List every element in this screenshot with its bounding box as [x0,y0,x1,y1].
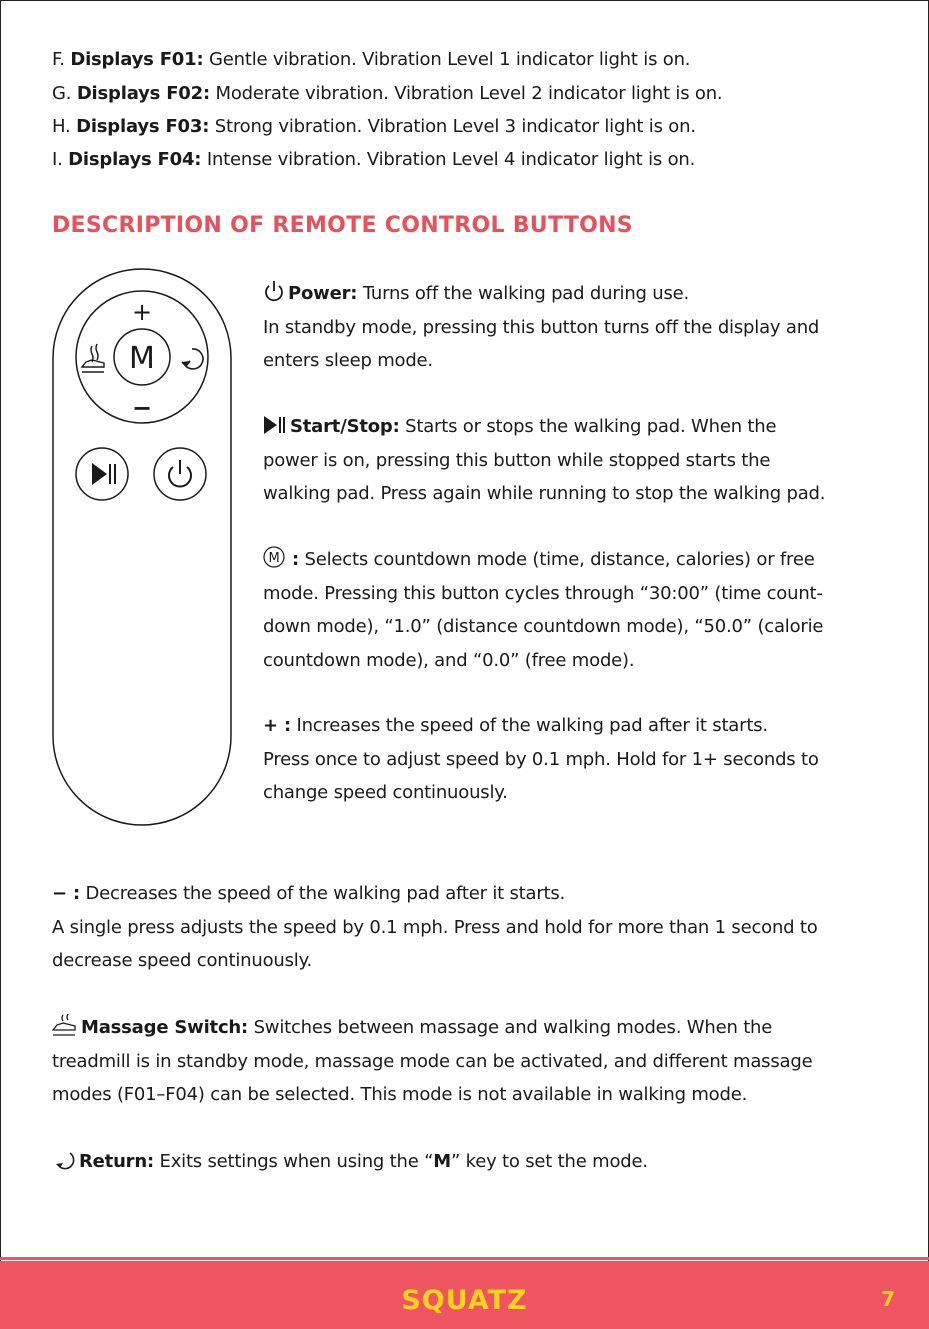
footer-top-stripe [0,1257,929,1260]
plus-description: + : Increases the speed of the walking pad after it starts. Press once to adjust speed by 0.1 mph. Hold for 1+ seconds to change speed continuously. [263,715,819,803]
display-mode-f04: I. Displays F04: Intense vibration. Vibration Level 4 indicator light is on. [52,149,696,170]
power-description: Power: Turns off the walking pad during use. In standby mode, pressing this button turns off the display and enters sleep mode. [263,277,819,378]
return-description: Return: Exits settings when using the “M” key to set the mode. [52,1145,648,1179]
display-mode-f03: H. Displays F03: Strong vibration. Vibration Level 3 indicator light is on. [52,116,696,137]
play-pause-icon [263,415,287,435]
svg-text:M: M [268,551,280,566]
mode-button-label: M [129,341,155,376]
brand-logo: SQUATZ [401,1285,528,1316]
display-mode-f01: F. Displays F01: Gentle vibration. Vibration Level 1 indicator light is on. [52,49,691,70]
power-icon [263,280,285,302]
massage-switch-description: Massage Switch: Switches between massage and walking modes. When the treadmill is in standby mode, massage mode can be activated, and different massage modes (F01–F04) can be selected. This mode is not available in walking mode. [52,1011,812,1112]
remote-minus-label: − [131,394,153,422]
return-icon [52,1148,76,1170]
mode-button-icon [263,546,289,568]
remote-plus-label: + [131,298,153,326]
display-mode-f02: G. Displays F02: Moderate vibration. Vibration Level 2 indicator light is on. [52,83,723,104]
massage-icon [52,1014,78,1036]
start-stop-description: Start/Stop: Starts or stops the walking pad. When the power is on, pressing this button while stopped starts the walking pad. Press again while running to stop the walking pad. [263,416,826,504]
page-number: 7 [881,1287,895,1311]
minus-description: − : Decreases the speed of the walking pad after it starts. A single press adjusts the speed by 0.1 mph. Press and hold for more than 1 second to decrease speed continuously. [52,883,818,971]
mode-description: M : Selects countdown mode (time, distance, calories) or free mode. Pressing this button cycles through “30:00” (time count- down mode), “1.0” (distance countdown mode), “50.0” (calorie countdown mode), and “0.0” (free mode). [263,543,823,677]
section-title: DESCRIPTION OF REMOTE CONTROL BUTTONS [52,213,633,238]
remote-control-illustration [52,268,232,828]
